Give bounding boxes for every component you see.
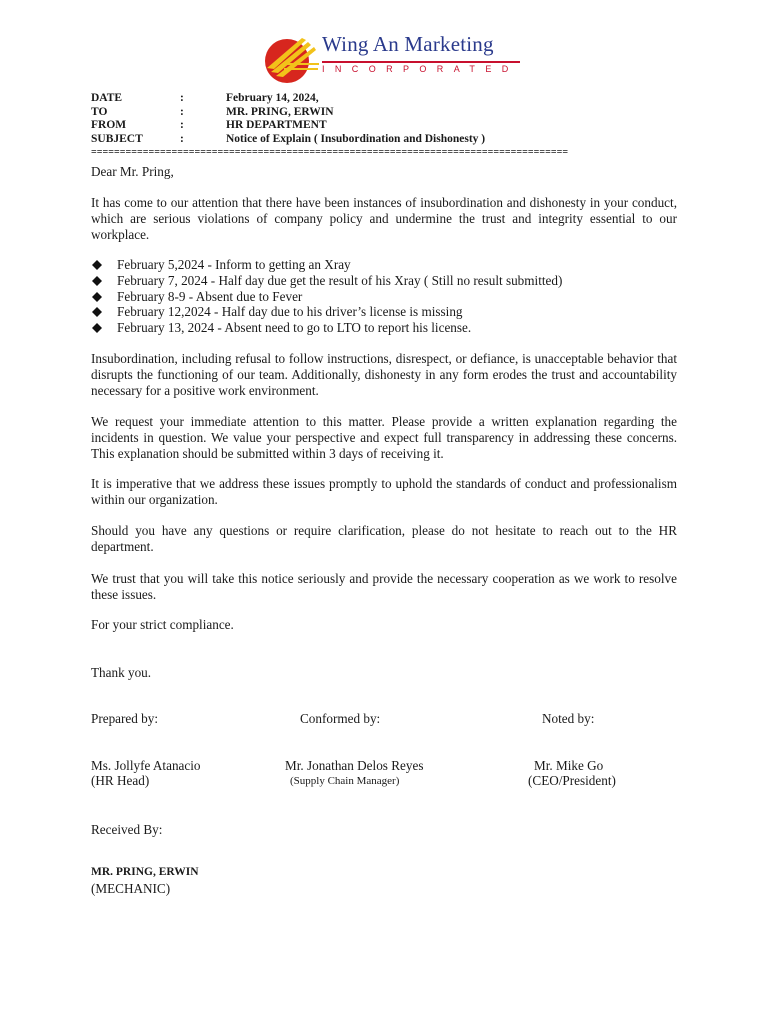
- company-logo: [262, 32, 524, 84]
- conformer-name: Mr. Jonathan Delos Reyes: [285, 758, 424, 773]
- list-item: [91, 320, 677, 336]
- preparer-title: (HR Head): [91, 773, 150, 788]
- memo-colon: :: [180, 132, 184, 145]
- logo-divider: [322, 61, 520, 63]
- memo-value-subject: Notice of Explain ( Insubordination and Dishonesty ): [226, 132, 486, 145]
- memo-label-subject: SUBJECT: [91, 132, 143, 145]
- incident-list: [91, 257, 677, 336]
- incident-text: February 12,2024 - Half day due to his driver’s license is missing: [117, 304, 463, 320]
- paragraph-insubordination: Insubordination, including refusal to follow instructions, disrespect, or defiance, is unacceptable behavior that disrupts the functioning of our team. Additionally, dishonesty in any form erodes the trust and accountability necessary for a positive work environment.: [91, 351, 677, 398]
- conformed-by-label: Conformed by:: [300, 711, 381, 726]
- header-separator: ===================================================================================: [91, 147, 569, 158]
- memo-label-from: FROM: [91, 119, 127, 131]
- memo-label-date: DATE: [91, 92, 123, 104]
- compliance-line: For your strict compliance.: [91, 617, 234, 632]
- list-item: [91, 273, 677, 289]
- paragraph-trust: We trust that you will take this notice seriously and provide the necessary cooperation as we work to resolve these issues.: [91, 571, 677, 602]
- recipient-name: MR. PRING, ERWIN: [91, 866, 199, 878]
- noter-name: Mr. Mike Go: [534, 758, 604, 773]
- received-by-label: Received By:: [91, 822, 163, 837]
- memo-value-from: HR DEPARTMENT: [226, 119, 327, 131]
- incident-text: February 7, 2024 - Half day due get the result of his Xray ( Still no result submitted): [117, 272, 563, 288]
- prepared-by-label: Prepared by:: [91, 711, 159, 726]
- diamond-bullet-icon: [92, 276, 102, 286]
- list-item: [91, 257, 677, 273]
- noter-title: (CEO/President): [528, 773, 616, 788]
- diamond-bullet-icon: [92, 292, 102, 302]
- diamond-bullet-icon: [92, 260, 102, 270]
- incident-text: February 5,2024 - Inform to getting an Xray: [117, 257, 351, 272]
- paragraph-request: We request your immediate attention to this matter. Please provide a written explanation regarding the incidents in question. We value your perspective and expect full transparency in addressing these concerns. This explanation should be submitted within 3 days of receiving it.: [91, 414, 677, 461]
- memo-row-from: [91, 119, 677, 133]
- noted-by-label: Noted by:: [542, 711, 595, 726]
- incident-text: February 13, 2024 - Absent need to go to LTO to report his license.: [117, 320, 472, 336]
- memo-label-to: TO: [91, 105, 108, 118]
- company-name: Wing An Marketing: [322, 32, 494, 56]
- list-item: [91, 304, 677, 320]
- preparer-name: Ms. Jollyfe Atanacio: [91, 758, 201, 773]
- list-item: [91, 289, 677, 305]
- memo-row-to: [91, 106, 677, 120]
- memo-colon: :: [180, 92, 184, 104]
- paragraph-questions: Should you have any questions or require clarification, please do not hesitate to reach out to the HR department.: [91, 523, 677, 554]
- thank-you: Thank you.: [91, 665, 152, 680]
- memo-value-date: February 14, 2024,: [226, 92, 319, 104]
- salutation: Dear Mr. Pring,: [91, 164, 174, 179]
- diamond-bullet-icon: [92, 307, 102, 317]
- memo-row-date: [91, 92, 677, 106]
- conformer-title: (Supply Chain Manager): [290, 775, 400, 787]
- incident-text: February 8-9 - Absent due to Fever: [117, 288, 303, 304]
- company-subtitle: INCORPORATED: [322, 64, 519, 74]
- memo-row-subject: [91, 133, 677, 147]
- memo-value-to: MR. PRING, ERWIN: [226, 105, 334, 118]
- paragraph-intro: It has come to our attention that there have been instances of insubordination and dishonesty in your conduct, which are serious violations of company policy and undermine the trust and integrity essential to our workplace.: [91, 195, 677, 242]
- memo-colon: :: [180, 119, 184, 131]
- paragraph-imperative: It is imperative that we address these issues promptly to uphold the standards of conduct and professionalism within our organization.: [91, 476, 677, 507]
- memo-header: [91, 92, 677, 146]
- memo-colon: :: [180, 105, 184, 118]
- recipient-title: (MECHANIC): [91, 881, 171, 896]
- wing-logo-icon: [262, 34, 320, 84]
- diamond-bullet-icon: [92, 323, 102, 333]
